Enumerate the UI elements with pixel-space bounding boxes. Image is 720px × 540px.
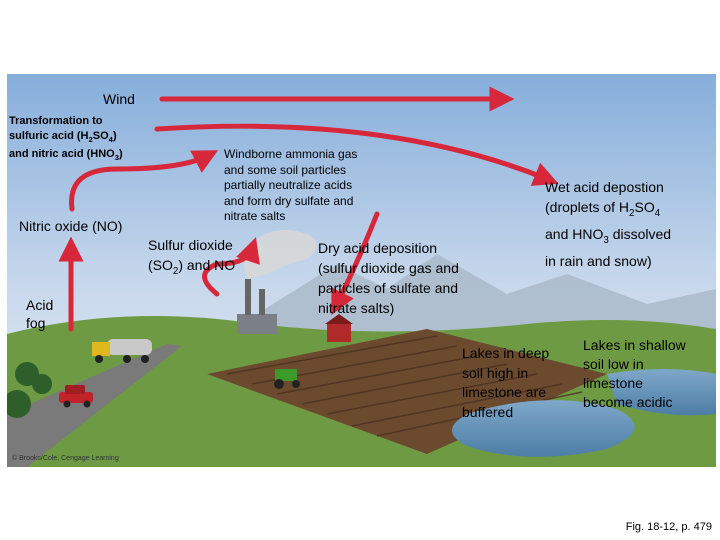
lakes-deep-label: Lakes in deep soil high in limestone are buffered xyxy=(462,345,550,420)
sulfur-dioxide-label: Sulfur dioxide $(SO_2)$ and NO xyxy=(148,237,236,277)
windborne-label: Windborne ammonia gas and some soil particles partially neutralize acids and form dry sulfate and nitrate salts xyxy=(224,147,358,223)
wind-label: Wind xyxy=(103,91,135,107)
acid-fog-label: Acid fog xyxy=(26,297,54,331)
wet-deposition-label: Wet acid depostion (droplets of $H_2SO_4$ and $HNO_3$ dissolved in rain and snow) xyxy=(545,179,672,269)
nitric-oxide-label: Nitric oxide (NO) xyxy=(19,218,123,234)
lakes-shallow-label: Lakes in shallow soil low in limestone become acidic xyxy=(583,337,686,410)
figure-caption: Fig. 18-12, p. 479 xyxy=(625,521,712,533)
dry-deposition-label: Dry acid deposition (sulfur dioxide gas and particles of sulfate and nitrate salts) xyxy=(318,240,459,316)
illustration xyxy=(7,74,716,467)
transformation-label: Transformation to sulfuric acid $(H_2SO_4)$ and nitric acid $(HNO_3)$ xyxy=(9,115,123,163)
copyright-credit: © Brooks/Cole, Cengage Learning xyxy=(12,455,119,462)
